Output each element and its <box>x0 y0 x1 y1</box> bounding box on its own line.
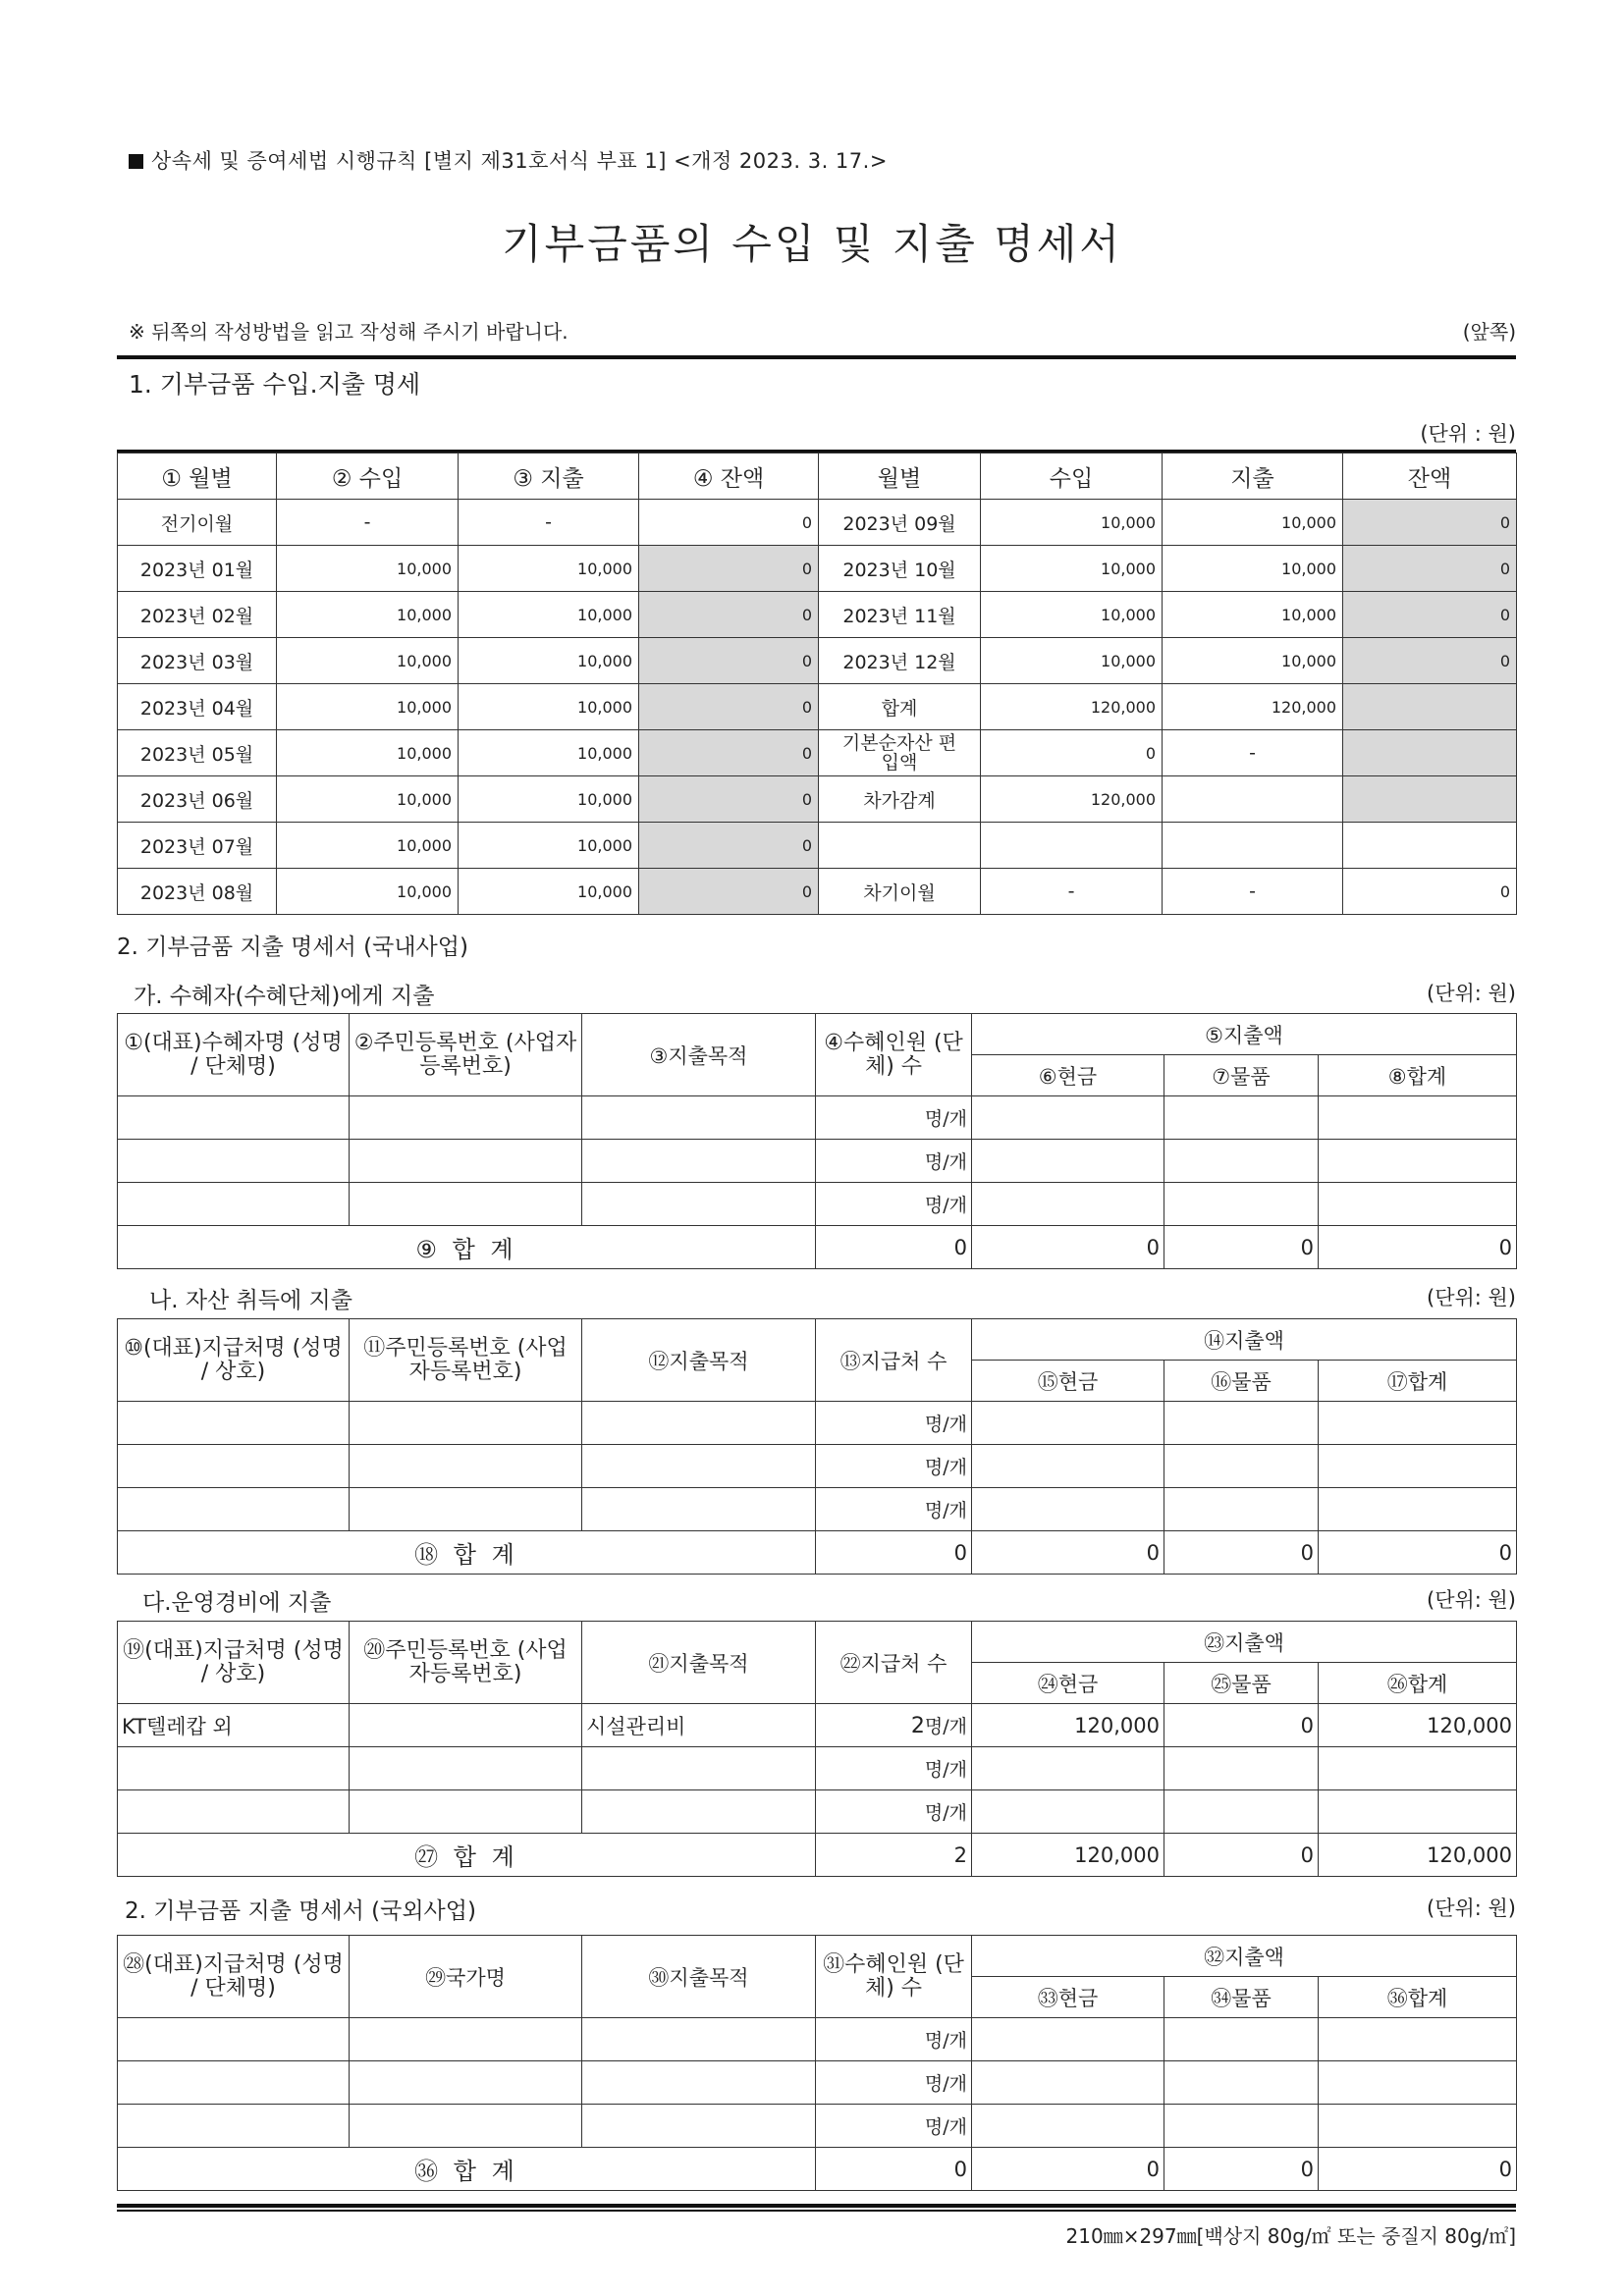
goods-cell <box>1164 1790 1319 1834</box>
goods-cell <box>1164 1488 1319 1531</box>
balance-cell-2: 0 <box>1343 638 1517 684</box>
name-cell <box>118 2018 350 2061</box>
name-cell <box>118 1140 350 1183</box>
square-bullet-icon <box>129 154 143 169</box>
month-cell-2: 2023년 09월 <box>819 500 981 546</box>
count-cell: 명/개 <box>816 1402 972 1445</box>
table-row <box>118 1183 1517 1226</box>
cash-cell <box>972 1488 1164 1531</box>
name-cell <box>118 1790 350 1834</box>
month-cell: 2023년 02월 <box>118 592 277 638</box>
col-header-balance: ④ 잔액 <box>639 454 819 500</box>
income-cell: 10,000 <box>277 730 459 776</box>
table-row <box>118 2061 1517 2105</box>
cash-cell: 120,000 <box>972 1704 1164 1747</box>
count-cell: 명/개 <box>816 1747 972 1790</box>
count-cell: 명/개 <box>816 1140 972 1183</box>
balance-cell-2 <box>1343 730 1517 776</box>
col-header-income: ② 수입 <box>277 454 459 500</box>
total-goods: 0 <box>1164 1226 1319 1269</box>
expense-cell: 10,000 <box>459 546 639 592</box>
goods-cell <box>1164 2105 1319 2148</box>
income-cell-2: 0 <box>981 730 1163 776</box>
sum-cell <box>1319 1488 1517 1531</box>
col-header-expense: ③ 지출 <box>459 454 639 500</box>
registration-number-header: ②주민등록번호 (사업자등록번호) <box>350 1014 582 1096</box>
reg-cell <box>350 1402 582 1445</box>
reg-cell <box>350 1704 582 1747</box>
balance-cell: 0 <box>639 823 819 869</box>
top-divider <box>117 355 1516 359</box>
section2-title: 2. 기부금품 지출 명세서 (국내사업) <box>117 934 468 960</box>
balance-cell-2: 0 <box>1343 592 1517 638</box>
purpose-cell: 시설관리비 <box>582 1704 816 1747</box>
sum-cell <box>1319 2061 1517 2105</box>
purpose-header: ③지출목적 <box>582 1014 816 1096</box>
month-cell: 2023년 05월 <box>118 730 277 776</box>
goods-cell <box>1164 2018 1319 2061</box>
income-cell-2: 10,000 <box>981 546 1163 592</box>
count-cell: 명/개 <box>816 1488 972 1531</box>
income-cell: 10,000 <box>277 546 459 592</box>
balance-cell: 0 <box>639 546 819 592</box>
sum-cell <box>1319 2105 1517 2148</box>
net-asset-label-cell: 기본순자산 편입액 <box>819 730 981 776</box>
footer-rule-thick <box>117 2204 1516 2208</box>
expense-amount-header: ㉓지출액 <box>972 1622 1517 1663</box>
balance-cell-2 <box>1343 684 1517 730</box>
purpose-cell <box>582 1183 816 1226</box>
purpose-cell <box>582 1488 816 1531</box>
expense-cell: 10,000 <box>459 776 639 823</box>
expense-cell: 10,000 <box>459 684 639 730</box>
total-count: 0 <box>816 1531 972 1575</box>
total-sum: 0 <box>1319 1226 1517 1269</box>
table-row <box>118 823 1517 869</box>
name-cell <box>118 2105 350 2148</box>
sum-cell <box>1319 1183 1517 1226</box>
goods-header: ⑦물품 <box>1164 1055 1319 1096</box>
income-cell-2 <box>981 823 1163 869</box>
income-cell-2: 10,000 <box>981 500 1163 546</box>
expense-cell: - <box>459 500 639 546</box>
goods-header: ㉕물품 <box>1164 1663 1319 1704</box>
purpose-header: ㉑지출목적 <box>582 1622 816 1704</box>
payee-name-header: ㉘(대표)지급처명 (성명 / 단체명) <box>118 1936 350 2018</box>
month-cell-2: 2023년 10월 <box>819 546 981 592</box>
table-header-row <box>118 454 1517 500</box>
income-cell: - <box>277 500 459 546</box>
col-header-income-2: 수입 <box>981 454 1163 500</box>
sub-ga-title: 가. 수혜자(수혜단체)에게 지출 <box>134 984 435 1009</box>
purpose-cell <box>582 2061 816 2105</box>
balance-cell-2: 0 <box>1343 869 1517 915</box>
total-cash: 0 <box>972 1226 1164 1269</box>
col-header-month: ① 월별 <box>118 454 277 500</box>
cash-cell <box>972 2018 1164 2061</box>
name-cell <box>118 1096 350 1140</box>
purpose-cell <box>582 1140 816 1183</box>
table-header-row <box>118 1936 1517 1977</box>
reg-cell <box>350 1488 582 1531</box>
expense-cell: 10,000 <box>459 823 639 869</box>
total-row <box>118 1226 1517 1269</box>
form-reference-text: 상속세 및 증여세법 시행규칙 [별지 제31호서식 부표 1] <개정 2023. 3. 17.> <box>151 149 888 173</box>
count-cell <box>816 1704 972 1747</box>
section1-title: 1. 기부금품 수입.지출 명세 <box>129 370 421 399</box>
sum-header: ㊱합계 <box>1319 1977 1517 2018</box>
count-cell: 명/개 <box>816 1790 972 1834</box>
count-cell: 명/개 <box>816 1183 972 1226</box>
table-row <box>118 1140 1517 1183</box>
sum-cell <box>1319 1790 1517 1834</box>
col-header-balance-2: 잔액 <box>1343 454 1517 500</box>
registration-number-header: ⑳주민등록번호 (사업자등록번호) <box>350 1622 582 1704</box>
expense-cell-2: 10,000 <box>1163 592 1343 638</box>
total-row <box>118 1834 1517 1877</box>
recipient-name-header: ①(대표)수혜자명 (성명 / 단체명) <box>118 1014 350 1096</box>
recipient-count-header: ㉛수혜인원 (단체) 수 <box>816 1936 972 2018</box>
total-cash: 0 <box>972 1531 1164 1575</box>
sum-cell <box>1319 1140 1517 1183</box>
expense-cell: 10,000 <box>459 592 639 638</box>
sum-header: ⑧합계 <box>1319 1055 1517 1096</box>
purpose-cell <box>582 1096 816 1140</box>
balance-cell-2: 0 <box>1343 500 1517 546</box>
reg-cell <box>350 1096 582 1140</box>
total-label: ㊱ 합 계 <box>118 2148 816 2191</box>
goods-cell <box>1164 1445 1319 1488</box>
reg-cell <box>350 1747 582 1790</box>
carry-forward-label-cell: 차기이월 <box>819 869 981 915</box>
table-row <box>118 546 1517 592</box>
table-row <box>118 1704 1517 1747</box>
sum-cell <box>1319 1747 1517 1790</box>
overseas-expense-table <box>117 1935 1517 2191</box>
reg-cell <box>350 1790 582 1834</box>
cash-header: ㉔현금 <box>972 1663 1164 1704</box>
month-cell: 2023년 04월 <box>118 684 277 730</box>
total-goods: 0 <box>1164 1834 1319 1877</box>
cash-header: ⑥현금 <box>972 1055 1164 1096</box>
table-row <box>118 1445 1517 1488</box>
income-cell: 10,000 <box>277 776 459 823</box>
document-title: 기부금품의 수입 및 지출 명세서 <box>502 220 1122 268</box>
table-row <box>118 2018 1517 2061</box>
reg-cell <box>350 1140 582 1183</box>
cash-header: ㉝현금 <box>972 1977 1164 2018</box>
month-cell: 2023년 08월 <box>118 869 277 915</box>
total-goods: 0 <box>1164 1531 1319 1575</box>
purpose-cell <box>582 1445 816 1488</box>
count-cell: 명/개 <box>816 2105 972 2148</box>
sub-ga-unit: (단위: 원) <box>1427 982 1516 1005</box>
total-row <box>118 2148 1517 2191</box>
recipient-count-header: ④수혜인원 (단체) 수 <box>816 1014 972 1096</box>
income-cell: 10,000 <box>277 869 459 915</box>
goods-cell <box>1164 1096 1319 1140</box>
name-cell: KT텔레캅 외 <box>118 1704 350 1747</box>
expense-cell-2: 10,000 <box>1163 546 1343 592</box>
balance-cell: 0 <box>639 684 819 730</box>
footer-rule-thin <box>117 2210 1516 2212</box>
table-row <box>118 1747 1517 1790</box>
income-total-cell: 120,000 <box>981 684 1163 730</box>
name-cell <box>118 1402 350 1445</box>
total-count: 2 <box>816 1834 972 1877</box>
operating-expense-table <box>117 1621 1517 1877</box>
col-header-expense-2: 지출 <box>1163 454 1343 500</box>
count-cell: 명/개 <box>816 2018 972 2061</box>
goods-cell <box>1164 1140 1319 1183</box>
total-sum: 0 <box>1319 2148 1517 2191</box>
balance-cell-2: 0 <box>1343 546 1517 592</box>
reg-cell <box>350 1445 582 1488</box>
table-row <box>118 869 1517 915</box>
table-row <box>118 592 1517 638</box>
table-row <box>118 1402 1517 1445</box>
payee-count-header: ⑬지급처 수 <box>816 1319 972 1402</box>
income-cell-2: 10,000 <box>981 592 1163 638</box>
total-label: ⑨ 합 계 <box>118 1226 816 1269</box>
total-label-cell: 합계 <box>819 684 981 730</box>
total-count: 0 <box>816 2148 972 2191</box>
registration-number-header: ⑪주민등록번호 (사업자등록번호) <box>350 1319 582 1402</box>
country-header: ㉙국가명 <box>350 1936 582 2018</box>
table-header-row <box>118 1622 1517 1663</box>
expense-cell-2: 10,000 <box>1163 500 1343 546</box>
table-row <box>118 684 1517 730</box>
count-unit: 명/개 <box>924 1716 967 1737</box>
sum-cell <box>1319 1096 1517 1140</box>
balance-cell: 0 <box>639 500 819 546</box>
expense-total-cell: 120,000 <box>1163 684 1343 730</box>
payee-count-header: ㉒지급처 수 <box>816 1622 972 1704</box>
net-total-label-cell: 차가감계 <box>819 776 981 823</box>
reg-cell <box>350 1183 582 1226</box>
balance-cell-2 <box>1343 823 1517 869</box>
asset-expense-table <box>117 1318 1517 1575</box>
country-cell <box>350 2061 582 2105</box>
income-cell-2: 10,000 <box>981 638 1163 684</box>
purpose-cell <box>582 1747 816 1790</box>
goods-cell <box>1164 1402 1319 1445</box>
name-cell <box>118 1183 350 1226</box>
expense-cell-2 <box>1163 776 1343 823</box>
income-cell: 10,000 <box>277 823 459 869</box>
count-cell: 명/개 <box>816 2061 972 2105</box>
count-value: 2 <box>910 1714 925 1738</box>
total-cash: 120,000 <box>972 1834 1164 1877</box>
purpose-header: ㉚지출목적 <box>582 1936 816 2018</box>
total-sum: 120,000 <box>1319 1834 1517 1877</box>
goods-cell <box>1164 2061 1319 2105</box>
balance-cell: 0 <box>639 776 819 823</box>
sum-cell <box>1319 2018 1517 2061</box>
goods-cell: 0 <box>1164 1704 1319 1747</box>
month-cell: 2023년 01월 <box>118 546 277 592</box>
cash-cell <box>972 1747 1164 1790</box>
paper-spec: 210㎜×297㎜[백상지 80g/㎡ 또는 중질지 80g/㎡] <box>1065 2224 1516 2248</box>
expense-amount-header: ⑭지출액 <box>972 1319 1517 1361</box>
payee-name-header: ⑲(대표)지급처명 (성명 / 상호) <box>118 1622 350 1704</box>
cash-cell <box>972 1445 1164 1488</box>
sum-cell <box>1319 1402 1517 1445</box>
country-cell <box>350 2105 582 2148</box>
table-row <box>118 1488 1517 1531</box>
section1-unit: (단위 : 원) <box>1420 422 1516 446</box>
balance-cell: 0 <box>639 638 819 684</box>
month-cell-2 <box>819 823 981 869</box>
goods-cell <box>1164 1183 1319 1226</box>
sub-na-unit: (단위: 원) <box>1427 1286 1516 1309</box>
sum-cell: 120,000 <box>1319 1704 1517 1747</box>
total-count: 0 <box>816 1226 972 1269</box>
table-row <box>118 2105 1517 2148</box>
form-reference <box>129 145 888 175</box>
total-row <box>118 1531 1517 1575</box>
purpose-cell <box>582 2105 816 2148</box>
expense-cell: 10,000 <box>459 730 639 776</box>
expense-amount-header: ㉜지출액 <box>972 1936 1517 1977</box>
expense-cell-2: - <box>1163 869 1343 915</box>
income-cell: 10,000 <box>277 684 459 730</box>
balance-cell: 0 <box>639 592 819 638</box>
goods-header: ㉞물품 <box>1164 1977 1319 2018</box>
total-cash: 0 <box>972 2148 1164 2191</box>
month-cell-2: 2023년 11월 <box>819 592 981 638</box>
sum-header: ⑰합계 <box>1319 1361 1517 1402</box>
income-expense-table <box>117 453 1517 915</box>
purpose-cell <box>582 2018 816 2061</box>
page-side-label: (앞쪽) <box>1462 320 1516 344</box>
table-row <box>118 1790 1517 1834</box>
expense-cell: 10,000 <box>459 638 639 684</box>
table-row <box>118 730 1517 776</box>
table-row <box>118 776 1517 823</box>
total-sum: 0 <box>1319 1531 1517 1575</box>
overseas-title: 2. 기부금품 지출 명세서 (국외사업) <box>125 1898 476 1924</box>
balance-cell: 0 <box>639 869 819 915</box>
expense-cell-2 <box>1163 823 1343 869</box>
balance-cell-2 <box>1343 776 1517 823</box>
table-row <box>118 500 1517 546</box>
table-row <box>118 638 1517 684</box>
purpose-cell <box>582 1790 816 1834</box>
sub-na-title: 나. 자산 취득에 지출 <box>149 1288 352 1313</box>
month-cell: 전기이월 <box>118 500 277 546</box>
overseas-unit: (단위: 원) <box>1427 1896 1516 1920</box>
count-cell: 명/개 <box>816 1096 972 1140</box>
income-cell-2: - <box>981 869 1163 915</box>
expense-cell-2: 10,000 <box>1163 638 1343 684</box>
income-cell: 10,000 <box>277 592 459 638</box>
name-cell <box>118 1445 350 1488</box>
cash-cell <box>972 1402 1164 1445</box>
total-goods: 0 <box>1164 2148 1319 2191</box>
name-cell <box>118 1488 350 1531</box>
expense-amount-header: ⑤지출액 <box>972 1014 1517 1055</box>
goods-header: ⑯물품 <box>1164 1361 1319 1402</box>
month-cell: 2023년 03월 <box>118 638 277 684</box>
cash-cell <box>972 2105 1164 2148</box>
expense-cell: 10,000 <box>459 869 639 915</box>
col-header-month-2: 월별 <box>819 454 981 500</box>
cash-cell <box>972 1183 1164 1226</box>
table-row <box>118 1096 1517 1140</box>
cash-cell <box>972 2061 1164 2105</box>
balance-cell: 0 <box>639 730 819 776</box>
income-cell-2: 120,000 <box>981 776 1163 823</box>
sub-da-unit: (단위: 원) <box>1427 1588 1516 1612</box>
sub-da-title: 다.운영경비에 지출 <box>142 1590 332 1616</box>
total-label: ㉗ 합 계 <box>118 1834 816 1877</box>
month-cell-2: 2023년 12월 <box>819 638 981 684</box>
month-cell: 2023년 07월 <box>118 823 277 869</box>
total-label: ⑱ 합 계 <box>118 1531 816 1575</box>
purpose-cell <box>582 1402 816 1445</box>
purpose-header: ⑫지출목적 <box>582 1319 816 1402</box>
cash-cell <box>972 1790 1164 1834</box>
sum-header: ㉖합계 <box>1319 1663 1517 1704</box>
payee-name-header: ⑩(대표)지급처명 (성명 / 상호) <box>118 1319 350 1402</box>
goods-cell <box>1164 1747 1319 1790</box>
cash-cell <box>972 1096 1164 1140</box>
name-cell <box>118 1747 350 1790</box>
income-cell: 10,000 <box>277 638 459 684</box>
name-cell <box>118 2061 350 2105</box>
expense-cell-2: - <box>1163 730 1343 776</box>
recipient-expense-table <box>117 1013 1517 1269</box>
country-cell <box>350 2018 582 2061</box>
instruction-note: ※ 뒤쪽의 작성방법을 읽고 작성해 주시기 바랍니다. <box>129 320 568 344</box>
sum-cell <box>1319 1445 1517 1488</box>
month-cell: 2023년 06월 <box>118 776 277 823</box>
cash-cell <box>972 1140 1164 1183</box>
table-header-row <box>118 1014 1517 1055</box>
count-cell: 명/개 <box>816 1445 972 1488</box>
table-header-row <box>118 1319 1517 1361</box>
cash-header: ⑮현금 <box>972 1361 1164 1402</box>
